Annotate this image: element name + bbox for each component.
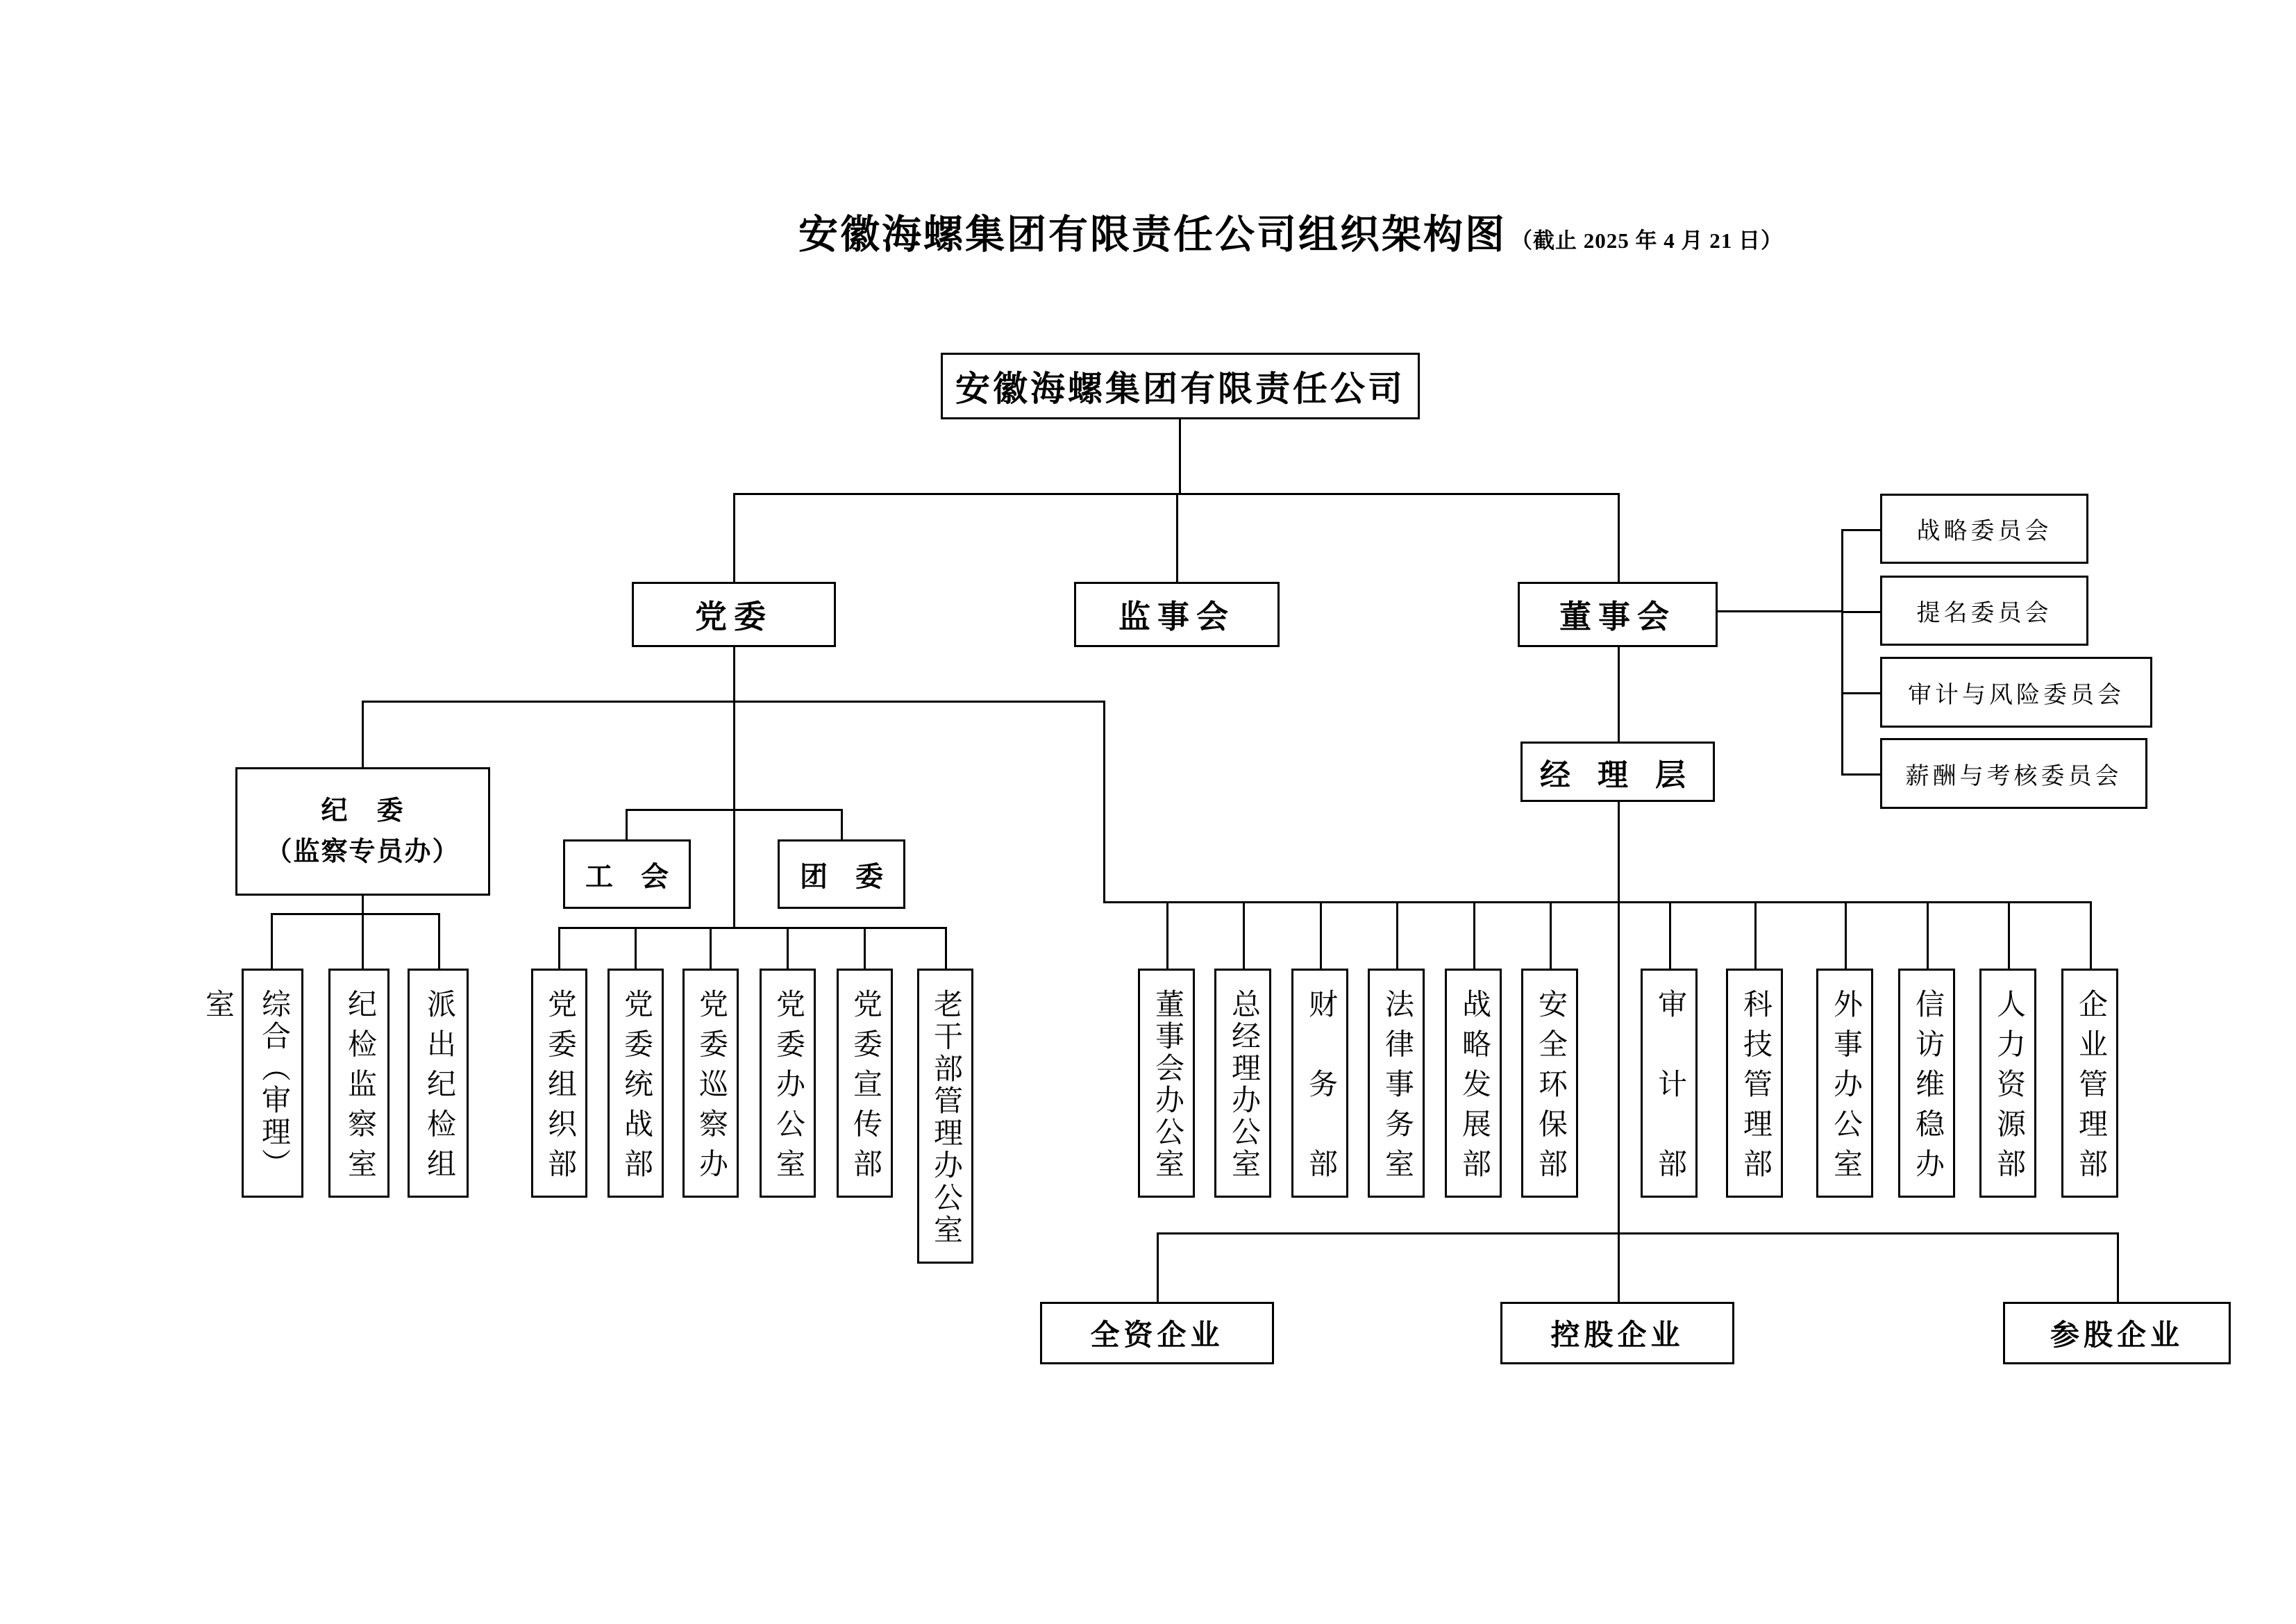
connector-line (1473, 901, 1475, 969)
node-dept-enterprise-management: 企业管理部 (2061, 969, 2118, 1198)
node-dept-board-office: 董事会办公室 (1138, 969, 1195, 1198)
node-supervisory-board: 监事会 (1074, 582, 1280, 647)
node-dept-gm-office: 总经理办公室 (1214, 969, 1271, 1198)
node-dept-dispatched-discipline-group: 派出纪检组 (408, 969, 469, 1198)
node-dept-party-united-front: 党委统战部 (607, 969, 664, 1198)
node-dept-strategic-development: 战略发展部 (1445, 969, 1502, 1198)
connector-line (362, 701, 364, 767)
node-dept-party-general-office: 党委办公室 (760, 969, 816, 1198)
connector-line (841, 809, 843, 839)
title-date-note: （截止 2025 年 4 月 21 日） (1511, 228, 1783, 253)
connector-line (626, 809, 843, 811)
connector-line (1396, 901, 1398, 969)
node-company-root: 安徽海螺集团有限责任公司 (941, 353, 1420, 419)
node-dept-party-organization: 党委组织部 (531, 969, 587, 1198)
connector-line (1618, 493, 1620, 582)
connector-line (2008, 901, 2010, 969)
connector-line (1841, 529, 1843, 775)
connector-line (1179, 419, 1181, 493)
node-labor-union: 工 会 (563, 839, 691, 909)
connector-line (438, 913, 440, 969)
node-audit-risk-committee: 审计与风险委员会 (1880, 657, 2152, 728)
node-dept-petition-stability: 信访维稳办 (1898, 969, 1955, 1198)
connector-line (1718, 610, 1843, 612)
connector-line (1243, 901, 1245, 969)
connector-line (626, 809, 628, 839)
node-wholly-owned-enterprises: 全资企业 (1040, 1302, 1274, 1364)
node-dept-finance: 财务部 (1291, 969, 1348, 1198)
connector-line (558, 927, 560, 969)
node-discipline-committee (235, 767, 490, 896)
node-dept-retired-cadre-office: 老干部管理办公室 (917, 969, 973, 1264)
connector-line (1841, 611, 1882, 613)
connector-line (1550, 901, 1552, 969)
node-party-committee: 党委 (632, 582, 836, 647)
node-youth-league: 团 委 (778, 839, 905, 909)
connector-line (733, 701, 735, 927)
connector-line (1754, 901, 1757, 969)
connector-line (1103, 901, 2092, 903)
node-management-layer: 经 理 层 (1520, 742, 1715, 802)
connector-line (271, 913, 440, 915)
connector-line (864, 927, 866, 969)
discipline-committee-line1: 纪 委 (321, 796, 405, 826)
connector-line (733, 493, 735, 582)
connector-line (2117, 1232, 2119, 1302)
connector-line (1841, 692, 1882, 694)
connector-line (1927, 901, 1929, 969)
discipline-committee-line2: （监察专员办） (265, 837, 460, 867)
connector-line (1618, 802, 1620, 1302)
connector-line (1320, 901, 1322, 969)
node-dept-party-inspection-office: 党委巡察办 (682, 969, 739, 1198)
connector-line (945, 927, 947, 969)
connector-line (1103, 701, 1105, 901)
node-strategy-committee: 战略委员会 (1880, 494, 2088, 564)
connector-line (733, 647, 735, 701)
connector-line (1845, 901, 1847, 969)
connector-line (1841, 529, 1882, 531)
connector-line (2090, 901, 2092, 969)
node-remuneration-committee: 薪酬与考核委员会 (1880, 738, 2147, 809)
node-dept-human-resources: 人力资源部 (1979, 969, 2036, 1198)
connector-line (1841, 773, 1882, 776)
title-text: 安徽海螺集团有限责任公司组织架构图 (798, 213, 1507, 257)
node-dept-safety-environment: 安全环保部 (1521, 969, 1578, 1198)
connector-line (1157, 1232, 1159, 1302)
connector-line (1166, 901, 1168, 969)
node-dept-foreign-affairs: 外事办公室 (1816, 969, 1873, 1198)
node-dept-party-propaganda: 党委宣传部 (837, 969, 893, 1198)
node-equity-participation-enterprises: 参股企业 (2003, 1302, 2231, 1364)
connector-line (1618, 647, 1620, 742)
node-dept-audit: 审计部 (1641, 969, 1698, 1198)
page-title (798, 203, 1783, 260)
connector-line (558, 927, 947, 929)
node-dept-science-technology: 科技管理部 (1726, 969, 1783, 1198)
connector-line (1176, 493, 1178, 582)
connector-line (362, 896, 364, 913)
node-nomination-committee: 提名委员会 (1880, 576, 2088, 646)
connector-line (362, 913, 364, 969)
node-dept-comprehensive-review-office: 综合（审理）室 (242, 969, 303, 1198)
node-board-of-directors: 董事会 (1518, 582, 1718, 647)
node-dept-legal-affairs: 法律事务室 (1368, 969, 1425, 1198)
node-dept-discipline-inspection-office: 纪检监察室 (328, 969, 389, 1198)
node-holding-enterprises: 控股企业 (1500, 1302, 1734, 1364)
connector-line (1669, 901, 1671, 969)
connector-line (271, 913, 273, 969)
connector-line (787, 927, 789, 969)
connector-line (710, 927, 712, 969)
connector-line (1157, 1232, 2119, 1234)
connector-line (635, 927, 637, 969)
